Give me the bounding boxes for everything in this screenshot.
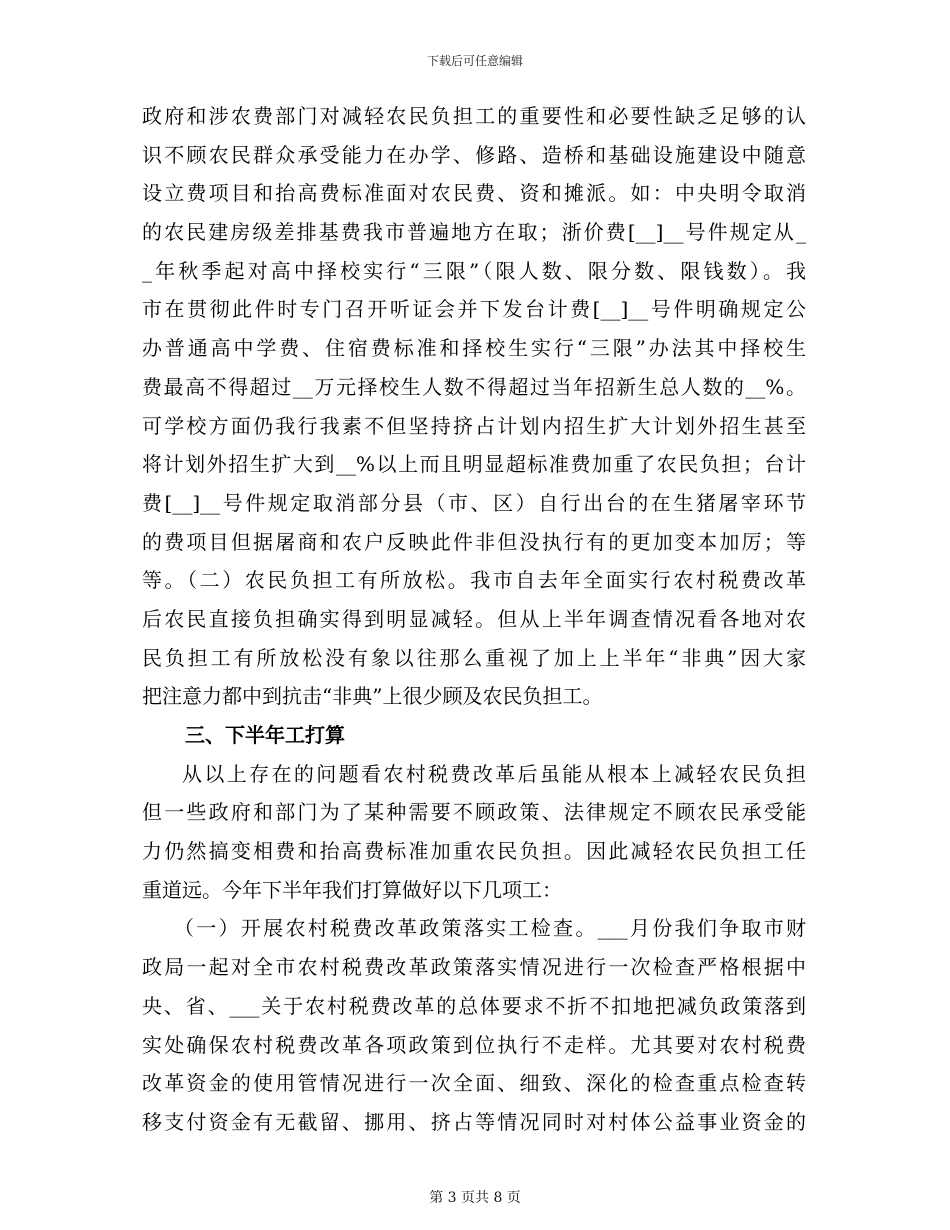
paragraph-line: 央、省、___关于农村税费改革的总体要求不折不扣地把减负政策落到 xyxy=(142,993,806,1018)
paragraph-line: 重道远。今年下半年我们打算做好以下几项工： xyxy=(142,877,562,902)
body-line: 后农民直接负担确实得到明显减轻。但从上半年调查情况看各地对农 xyxy=(142,606,806,631)
paragraph-line: 移支付资金有无截留、挪用、挤占等情况同时对村体公益事业资金的 xyxy=(142,1109,806,1134)
page-header xyxy=(0,53,950,69)
body-line: 费[__]__号件规定取消部分县（市、区）自行出台的在生猪屠宰环节 xyxy=(142,490,806,515)
document-body xyxy=(142,97,806,1142)
body-line: 的费项目但据屠商和农户反映此件非但没执行有的更加变本加厉；等 xyxy=(142,529,806,554)
header-note: 下载后可任意编辑 xyxy=(426,54,523,68)
paragraph-line: 但一些政府和部门为了某种需要不顾政策、法律规定不顾农民承受能 xyxy=(142,800,806,825)
body-line: 识不顾农民群众承受能力在办学、修路、造桥和基础设施建设中随意 xyxy=(142,142,806,167)
section-heading: 三、下半年工打算 xyxy=(185,723,345,747)
body-line: 等。（二）农民负担工有所放松。我市自去年全面实行农村税费改革 xyxy=(142,568,806,593)
paragraph-line: 改革资金的使用管情况进行一次全面、细致、深化的检查重点检查转 xyxy=(142,1071,806,1096)
body-line: 设立费项目和抬高费标准面对农民费、资和摊派。如：中央明令取消 xyxy=(142,181,806,206)
body-line: 办普通高中学费、住宿费标准和择校生实行“三限”办法其中择校生 xyxy=(142,336,806,361)
body-line: 将计划外招生扩大到__%以上而且明显超标准费加重了农民负担；台计 xyxy=(142,452,806,477)
paragraph-line: 实处确保农村税费改革各项政策到位执行不走样。尤其要对农村税费 xyxy=(142,1032,806,1057)
body-line: 可学校方面仍我行我素不但坚持挤占计划内招生扩大计划外招生甚至 xyxy=(142,413,806,438)
body-line: _年秋季起对高中择校实行“三限”（限人数、限分数、限钱数）。我 xyxy=(142,258,806,283)
body-line: 民负担工有所放松没有象以往那么重视了加上上半年“非典”因大家 xyxy=(142,645,806,670)
body-line: 政府和涉农费部门对减轻农民负担工的重要性和必要性缺乏足够的认 xyxy=(142,104,806,128)
paragraph-line: 政局一起对全市农村税费改革政策落实情况进行一次检查严格根据中 xyxy=(142,955,806,980)
paragraph-line: 力仍然搞变相费和抬高费标准加重农民负担。因此减轻农民负担工任 xyxy=(142,839,806,864)
page-number: 第 3 页共 8 页 xyxy=(429,1190,521,1206)
body-line: 把注意力都中到抗击“非典”上很少顾及农民负担工。 xyxy=(142,684,603,709)
body-line: 费最高不得超过__万元择校生人数不得超过当年招新生总人数的__%。 xyxy=(142,374,806,399)
body-line: 市在贯彻此件时专门召开听证会并下发台计费[__]__号件明确规定公 xyxy=(142,297,806,322)
paragraph-line: （一）开展农村税费改革政策落实工检查。___月份我们争取市财 xyxy=(174,916,806,941)
paragraph-line: 从以上存在的问题看农村税费改革后虽能从根本上减轻农民负担 xyxy=(182,761,806,786)
page-footer xyxy=(0,1189,950,1207)
body-line: 的农民建房级差排基费我市普遍地方在取；浙价费[__]__号件规定从_ xyxy=(142,220,806,245)
